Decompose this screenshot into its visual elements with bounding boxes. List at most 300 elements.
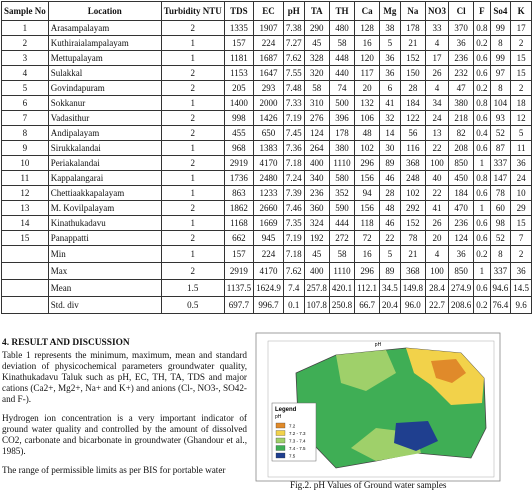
table-cell: 102: [355, 141, 380, 156]
stats-cell: 28.4: [426, 280, 449, 297]
table-cell: 0.6: [474, 216, 490, 231]
table-cell: Kuthiraialampalayam: [48, 36, 161, 51]
table-cell: 324: [304, 216, 329, 231]
table-cell: 38: [380, 21, 401, 36]
table-cell: 0.6: [474, 186, 490, 201]
table-cell: 218: [449, 111, 474, 126]
table-cell: 52: [490, 231, 511, 246]
table-cell: 1: [161, 96, 224, 111]
table-cell: 74: [329, 81, 354, 96]
table-cell: 124: [304, 126, 329, 141]
table-cell: Andipalayam: [48, 126, 161, 141]
table-row: [2, 201, 532, 216]
stats-cell: 157: [224, 246, 253, 263]
table-cell: 99: [490, 21, 511, 36]
table-cell: 2: [161, 231, 224, 246]
table-cell: 7: [2, 111, 49, 126]
table-cell: 272: [329, 231, 354, 246]
table-cell: 0.6: [474, 141, 490, 156]
table-cell: 590: [329, 201, 354, 216]
table-cell: 14: [380, 126, 401, 141]
stats-cell: 20.4: [380, 297, 401, 314]
section-heading: 4. RESULT AND DISCUSSION: [2, 338, 130, 348]
table-cell: 205: [224, 81, 253, 96]
table-cell: 444: [329, 216, 354, 231]
table-cell: 7.19: [283, 111, 304, 126]
table-cell: 1110: [329, 156, 354, 171]
table-cell: 7.46: [283, 201, 304, 216]
column-header: Sample No: [2, 2, 49, 21]
table-cell: 8: [490, 81, 511, 96]
table-cell: 48: [380, 201, 401, 216]
stats-cell: 337: [490, 263, 511, 280]
table-cell: 7.62: [283, 51, 304, 66]
table-cell: Sulakkal: [48, 66, 161, 81]
table-cell: 40: [426, 171, 449, 186]
stats-cell: 16: [355, 246, 380, 263]
stats-cell: 420.1: [329, 280, 354, 297]
table-cell: 2: [511, 81, 532, 96]
table-cell: 1: [161, 51, 224, 66]
paragraph-3: The range of permissible limits as per BIS for portable water: [2, 465, 226, 475]
table-cell: 480: [329, 21, 354, 36]
table-cell: 178: [400, 21, 425, 36]
table-cell: 28: [380, 186, 401, 201]
stats-cell: 697.7: [224, 297, 253, 314]
table-cell: 5: [2, 81, 49, 96]
table-cell: 662: [224, 231, 253, 246]
table-cell: 0.6: [474, 51, 490, 66]
stats-cell: 4: [426, 246, 449, 263]
stats-cell: 5: [380, 246, 401, 263]
table-cell: 470: [449, 201, 474, 216]
table-cell: 396: [329, 111, 354, 126]
column-header: TDS: [224, 2, 253, 21]
stats-cell: 89: [380, 263, 401, 280]
table-cell: 224: [254, 36, 284, 51]
table-cell: 9: [2, 141, 49, 156]
table-cell: 1862: [224, 201, 253, 216]
table-cell: 0.8: [474, 21, 490, 36]
legend-label: 7.4 - 7.5: [289, 446, 306, 451]
table-cell: 7.18: [283, 156, 304, 171]
table-cell: 152: [400, 216, 425, 231]
table-cell: 15: [511, 216, 532, 231]
table-cell: 863: [224, 186, 253, 201]
stats-cell: 149.8: [400, 280, 425, 297]
ground-water-table: [1, 1, 532, 314]
table-cell: 337: [490, 156, 511, 171]
table-cell: 47: [449, 81, 474, 96]
table-cell: 4170: [254, 156, 284, 171]
table-cell: 82: [449, 126, 474, 141]
table-cell: 1: [161, 141, 224, 156]
table-cell: 13: [2, 201, 49, 216]
table-cell: 29: [511, 201, 532, 216]
table-row: [2, 66, 532, 81]
table-cell: 500: [329, 96, 354, 111]
stats-cell: [2, 263, 49, 280]
table-cell: 72: [355, 231, 380, 246]
table-cell: 7.55: [283, 66, 304, 81]
table-cell: 56: [400, 126, 425, 141]
table-cell: 28: [400, 81, 425, 96]
table-cell: 13: [426, 126, 449, 141]
ph-map-figure: [256, 333, 500, 481]
table-cell: 292: [400, 201, 425, 216]
table-cell: 296: [355, 156, 380, 171]
stats-cell: 7.18: [283, 246, 304, 263]
table-cell: 58: [329, 36, 354, 51]
legend-subtitle: pH: [275, 414, 282, 420]
figure-caption: Fig.2. pH Values of Ground water samples: [290, 480, 447, 490]
stats-cell: 0.2: [474, 297, 490, 314]
table-cell: 1426: [254, 111, 284, 126]
legend-title: Legend: [275, 407, 297, 413]
stats-cell: 7.62: [283, 263, 304, 280]
stats-cell: Std. div: [48, 297, 161, 314]
table-cell: 2: [161, 126, 224, 141]
table-cell: Kappalangarai: [48, 171, 161, 186]
table-cell: 52: [490, 126, 511, 141]
column-header: Na: [400, 2, 425, 21]
table-row: [2, 156, 532, 171]
table-cell: 1400: [224, 96, 253, 111]
stats-cell: 8: [490, 246, 511, 263]
table-cell: Sokkanur: [48, 96, 161, 111]
stats-cell: 7.4: [283, 280, 304, 297]
stats-cell: 9.6: [511, 297, 532, 314]
table-cell: 448: [329, 51, 354, 66]
table-cell: 147: [490, 171, 511, 186]
table-cell: 87: [490, 141, 511, 156]
stats-row: [2, 280, 532, 297]
table-cell: Panappatti: [48, 231, 161, 246]
stats-cell: 1: [474, 263, 490, 280]
table-cell: 998: [224, 111, 253, 126]
table-cell: 132: [355, 96, 380, 111]
table-cell: 20: [355, 81, 380, 96]
table-cell: 104: [490, 96, 511, 111]
table-cell: 118: [355, 216, 380, 231]
table-cell: 97: [490, 66, 511, 81]
table-cell: 6: [2, 96, 49, 111]
table-cell: 10: [511, 186, 532, 201]
table-row: [2, 96, 532, 111]
table-cell: 1383: [254, 141, 284, 156]
table-cell: 1: [161, 216, 224, 231]
stats-cell: 0.2: [474, 246, 490, 263]
table-cell: 24: [511, 171, 532, 186]
stats-cell: 76.4: [490, 297, 511, 314]
table-cell: 12: [511, 111, 532, 126]
stats-cell: Max: [48, 263, 161, 280]
results-section: [2, 338, 247, 484]
table-cell: 41: [426, 201, 449, 216]
table-cell: 0.4: [474, 126, 490, 141]
table-cell: 36: [380, 51, 401, 66]
table-cell: 370: [449, 21, 474, 36]
table-cell: 1153: [224, 66, 253, 81]
table-cell: 122: [400, 111, 425, 126]
stats-cell: 1.5: [161, 280, 224, 297]
table-cell: 0.6: [474, 111, 490, 126]
table-row: [2, 216, 532, 231]
table-cell: 236: [449, 51, 474, 66]
table-cell: 22: [426, 186, 449, 201]
stats-cell: [2, 246, 49, 263]
table-cell: 8: [490, 36, 511, 51]
legend-label: 7.2: [289, 423, 296, 429]
table-cell: 41: [380, 96, 401, 111]
table-cell: 45: [304, 36, 329, 51]
stats-cell: 368: [400, 263, 425, 280]
table-cell: 328: [304, 51, 329, 66]
table-cell: 15: [511, 66, 532, 81]
table-cell: 7: [511, 231, 532, 246]
stats-cell: 45: [304, 246, 329, 263]
stats-cell: 96.0: [400, 297, 425, 314]
table-cell: Govindapuram: [48, 81, 161, 96]
table-cell: 16: [355, 36, 380, 51]
stats-cell: 1137.5: [224, 280, 253, 297]
table-cell: 4: [2, 66, 49, 81]
table-cell: 116: [400, 141, 425, 156]
table-cell: 5: [511, 126, 532, 141]
table-cell: 36: [511, 156, 532, 171]
table-cell: 232: [449, 66, 474, 81]
stats-cell: 34.5: [380, 280, 401, 297]
table-cell: 1181: [224, 51, 253, 66]
table-cell: 7.38: [283, 21, 304, 36]
table-cell: 30: [380, 141, 401, 156]
stats-cell: 4170: [254, 263, 284, 280]
table-cell: 2480: [254, 171, 284, 186]
table-cell: 7.48: [283, 81, 304, 96]
column-header: Ca: [355, 2, 380, 21]
table-cell: 0.2: [474, 36, 490, 51]
stats-cell: [2, 297, 49, 314]
table-cell: 0.2: [474, 81, 490, 96]
table-cell: 120: [355, 51, 380, 66]
stats-cell: 66.7: [355, 297, 380, 314]
stats-cell: 0.1: [283, 297, 304, 314]
table-cell: 1: [161, 36, 224, 51]
table-row: [2, 231, 532, 246]
stats-cell: 2: [161, 263, 224, 280]
table-cell: 32: [380, 111, 401, 126]
stats-cell: 36: [449, 246, 474, 263]
table-cell: 26: [426, 216, 449, 231]
stats-cell: 257.8: [304, 280, 329, 297]
table-cell: 6: [380, 81, 401, 96]
table-cell: 352: [329, 186, 354, 201]
table-cell: 2000: [254, 96, 284, 111]
table-cell: 4: [426, 36, 449, 51]
stats-cell: 2: [511, 246, 532, 263]
legend-swatch: [276, 431, 285, 436]
table-cell: 94: [355, 186, 380, 201]
table-cell: 117: [355, 66, 380, 81]
table-cell: 7.24: [283, 171, 304, 186]
table-cell: 455: [224, 126, 253, 141]
table-cell: 8: [2, 126, 49, 141]
legend-label: 7.3 - 7.4: [289, 438, 306, 444]
table-cell: 124: [449, 231, 474, 246]
table-cell: 12: [2, 186, 49, 201]
column-header: Location: [48, 2, 161, 21]
table-cell: 17: [511, 21, 532, 36]
table-cell: 21: [400, 36, 425, 51]
stats-cell: 0.6: [474, 280, 490, 297]
column-header: So4: [490, 2, 511, 21]
table-cell: 440: [329, 66, 354, 81]
table-cell: 7.33: [283, 96, 304, 111]
table-cell: 102: [400, 186, 425, 201]
table-cell: 1168: [224, 216, 253, 231]
column-header: EC: [254, 2, 284, 21]
table-cell: 100: [426, 156, 449, 171]
table-cell: 2: [161, 201, 224, 216]
table-cell: 850: [449, 156, 474, 171]
table-cell: 2: [161, 66, 224, 81]
stats-cell: Mean: [48, 280, 161, 297]
table-cell: Mettupalayam: [48, 51, 161, 66]
stats-cell: 0.5: [161, 297, 224, 314]
column-header: F: [474, 2, 490, 21]
table-cell: 0.6: [474, 231, 490, 246]
table-cell: 184: [449, 186, 474, 201]
table-cell: 1: [161, 171, 224, 186]
table-cell: 580: [329, 171, 354, 186]
table-cell: 236: [304, 186, 329, 201]
table-cell: 60: [490, 201, 511, 216]
ph-map-svg: [256, 333, 500, 481]
table-cell: 18: [511, 96, 532, 111]
table-cell: M. Kovilpalayam: [48, 201, 161, 216]
column-header: Mg: [380, 2, 401, 21]
table-cell: 1: [474, 201, 490, 216]
table-cell: Sirukkalandai: [48, 141, 161, 156]
table-cell: Vadasithur: [48, 111, 161, 126]
table-cell: 0.8: [474, 96, 490, 111]
table-cell: 968: [224, 141, 253, 156]
table-cell: 36: [449, 36, 474, 51]
legend-swatch: [276, 446, 285, 451]
table-cell: 264: [304, 141, 329, 156]
table-cell: 78: [400, 231, 425, 246]
table-cell: 1669: [254, 216, 284, 231]
table-cell: 4: [426, 81, 449, 96]
table-row: [2, 111, 532, 126]
table-cell: 650: [254, 126, 284, 141]
paragraph-2: Hydrogen ion concentration is a very important indicator of ground water quality and controlled by the amount of dissolved CO2, carbonate and bicarbonate in groundwater (Ghandour et al., 1985).: [2, 413, 247, 456]
table-cell: 2: [161, 111, 224, 126]
stats-cell: 250.8: [329, 297, 354, 314]
table-row: [2, 141, 532, 156]
table-cell: 22: [380, 231, 401, 246]
table-row: [2, 21, 532, 36]
table-cell: 7.45: [283, 126, 304, 141]
table-cell: 5: [380, 36, 401, 51]
stats-cell: 94.6: [490, 280, 511, 297]
table-cell: 2: [161, 81, 224, 96]
table-cell: 48: [355, 126, 380, 141]
column-header: NO3: [426, 2, 449, 21]
table-row: [2, 126, 532, 141]
table-cell: 7.27: [283, 36, 304, 51]
paragraph-1: Table 1 represents the minimum, maximum, mean and standard deviation of physicochemical parameters groundwater quality, Kinathukadavu Taluk such as pH, EC, TH, TA, TDS and major cations (Ca2+, Mg2+, Na+ and K+) and anions (Cl-, NO3-, SO42- and F-).: [2, 350, 247, 404]
table-cell: 2: [511, 36, 532, 51]
table-cell: 380: [329, 141, 354, 156]
table-row: [2, 81, 532, 96]
stats-row: [2, 246, 532, 263]
table-cell: 17: [426, 51, 449, 66]
table-cell: 0.8: [474, 171, 490, 186]
table-cell: 2919: [224, 156, 253, 171]
table-cell: 93: [490, 111, 511, 126]
stats-cell: 1624.9: [254, 280, 284, 297]
table-row: [2, 186, 532, 201]
stats-cell: 107.8: [304, 297, 329, 314]
stats-cell: 224: [254, 246, 284, 263]
legend-swatch: [276, 423, 285, 428]
table-cell: 1687: [254, 51, 284, 66]
table-cell: 15: [511, 51, 532, 66]
stats-cell: 1: [161, 246, 224, 263]
table-cell: 236: [449, 216, 474, 231]
table-cell: 1736: [224, 171, 253, 186]
column-header: Turbidity NTU: [161, 2, 224, 21]
table-cell: 46: [380, 216, 401, 231]
table-cell: Periakalandai: [48, 156, 161, 171]
table-cell: 192: [304, 231, 329, 246]
table-cell: 1907: [254, 21, 284, 36]
table-cell: 1: [474, 156, 490, 171]
legend-swatch: [276, 453, 285, 458]
table-cell: 7.36: [283, 141, 304, 156]
table-cell: 24: [426, 111, 449, 126]
table-cell: 128: [355, 21, 380, 36]
stats-cell: 274.9: [449, 280, 474, 297]
table-cell: 2: [2, 36, 49, 51]
table-cell: 150: [400, 66, 425, 81]
table-cell: 36: [380, 66, 401, 81]
table-cell: 20: [426, 231, 449, 246]
table-cell: 7.19: [283, 231, 304, 246]
table-cell: 2: [161, 21, 224, 36]
table-cell: Chettiaakkapalayam: [48, 186, 161, 201]
table-cell: 26: [426, 66, 449, 81]
table-cell: 156: [355, 201, 380, 216]
map-title: pH: [374, 342, 382, 348]
table-cell: 22: [426, 141, 449, 156]
table-cell: 58: [304, 81, 329, 96]
stats-cell: 14.5: [511, 280, 532, 297]
table-cell: 106: [355, 111, 380, 126]
stats-cell: 100: [426, 263, 449, 280]
table-cell: 99: [490, 51, 511, 66]
table-cell: 15: [2, 231, 49, 246]
stats-cell: Min: [48, 246, 161, 263]
table-cell: 98: [490, 216, 511, 231]
table-cell: 14: [2, 216, 49, 231]
table-cell: 400: [304, 156, 329, 171]
table-cell: 11: [511, 141, 532, 156]
column-header: TH: [329, 2, 354, 21]
table-cell: 276: [304, 111, 329, 126]
table-cell: 0.6: [474, 66, 490, 81]
